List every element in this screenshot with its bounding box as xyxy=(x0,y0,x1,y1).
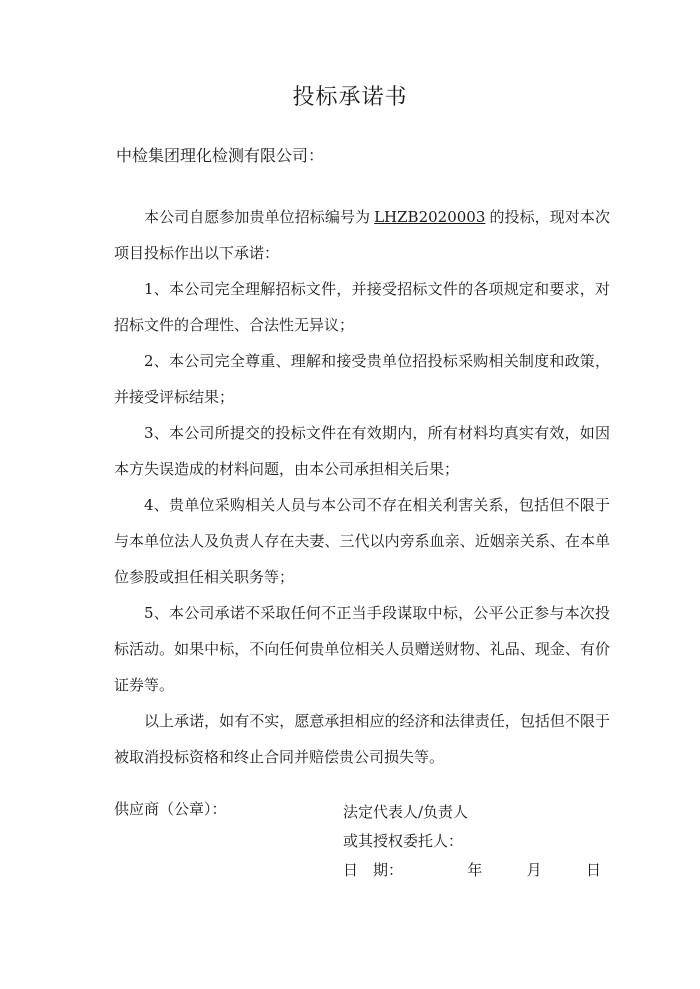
intro-paragraph xyxy=(114,199,610,271)
signature-block xyxy=(343,798,601,885)
bid-number: LHZB2020003 xyxy=(374,208,486,226)
addressee: 中检集团理化检测有限公司： xyxy=(116,146,325,165)
letter-body xyxy=(114,199,610,775)
authorized-agent-label: 或其授权委托人： xyxy=(343,832,464,850)
intro-text-after: 的投标，现对本次项目投标作出以下承诺： xyxy=(114,208,610,262)
date-year: 年 xyxy=(467,861,483,879)
intro-text-before: 本公司自愿参加贵单位招标编号为 xyxy=(144,208,371,226)
date-label: 日 期： xyxy=(343,861,404,879)
date-month: 月 xyxy=(526,861,542,879)
supplier-seal-label: 供应商（公章）： xyxy=(114,800,227,818)
commitment-item-1: 1、本公司完全理解招标文件，并接受招标文件的各项规定和要求，对招标文件的合理性、合法性无异议； xyxy=(114,280,610,334)
commitment-item-4: 4、贵单位采购相关人员与本公司不存在相关利害关系，包括但不限于与本单位法人及负责人存在夫妻、三代以内旁系血亲、近姻亲关系、在本单位参股或担任相关职务等； xyxy=(114,496,610,586)
date-line xyxy=(343,856,601,885)
commitment-item-3: 3、本公司所提交的投标文件在有效期内，所有材料均真实有效，如因本方失误造成的材料问题，由本公司承担相关后果； xyxy=(114,424,610,478)
commitment-item-5: 5、本公司承诺不采取任何不正当手段谋取中标，公平公正参与本次投标活动。如果中标，不向任何贵单位相关人员赠送财物、礼品、现金、有价证券等。 xyxy=(114,604,610,694)
date-day: 日 xyxy=(585,861,601,879)
legal-representative-label: 法定代表人/负责人 xyxy=(343,803,469,821)
document-title: 投标承诺书 xyxy=(292,85,408,110)
commitment-item-2: 2、本公司完全尊重、理解和接受贵单位招投标采购相关制度和政策，并接受评标结果； xyxy=(114,352,610,406)
closing-paragraph: 以上承诺，如有不实，愿意承担相应的经济和法律责任，包括但不限于被取消投标资格和终止合同并赔偿贵公司损失等。 xyxy=(114,712,610,766)
